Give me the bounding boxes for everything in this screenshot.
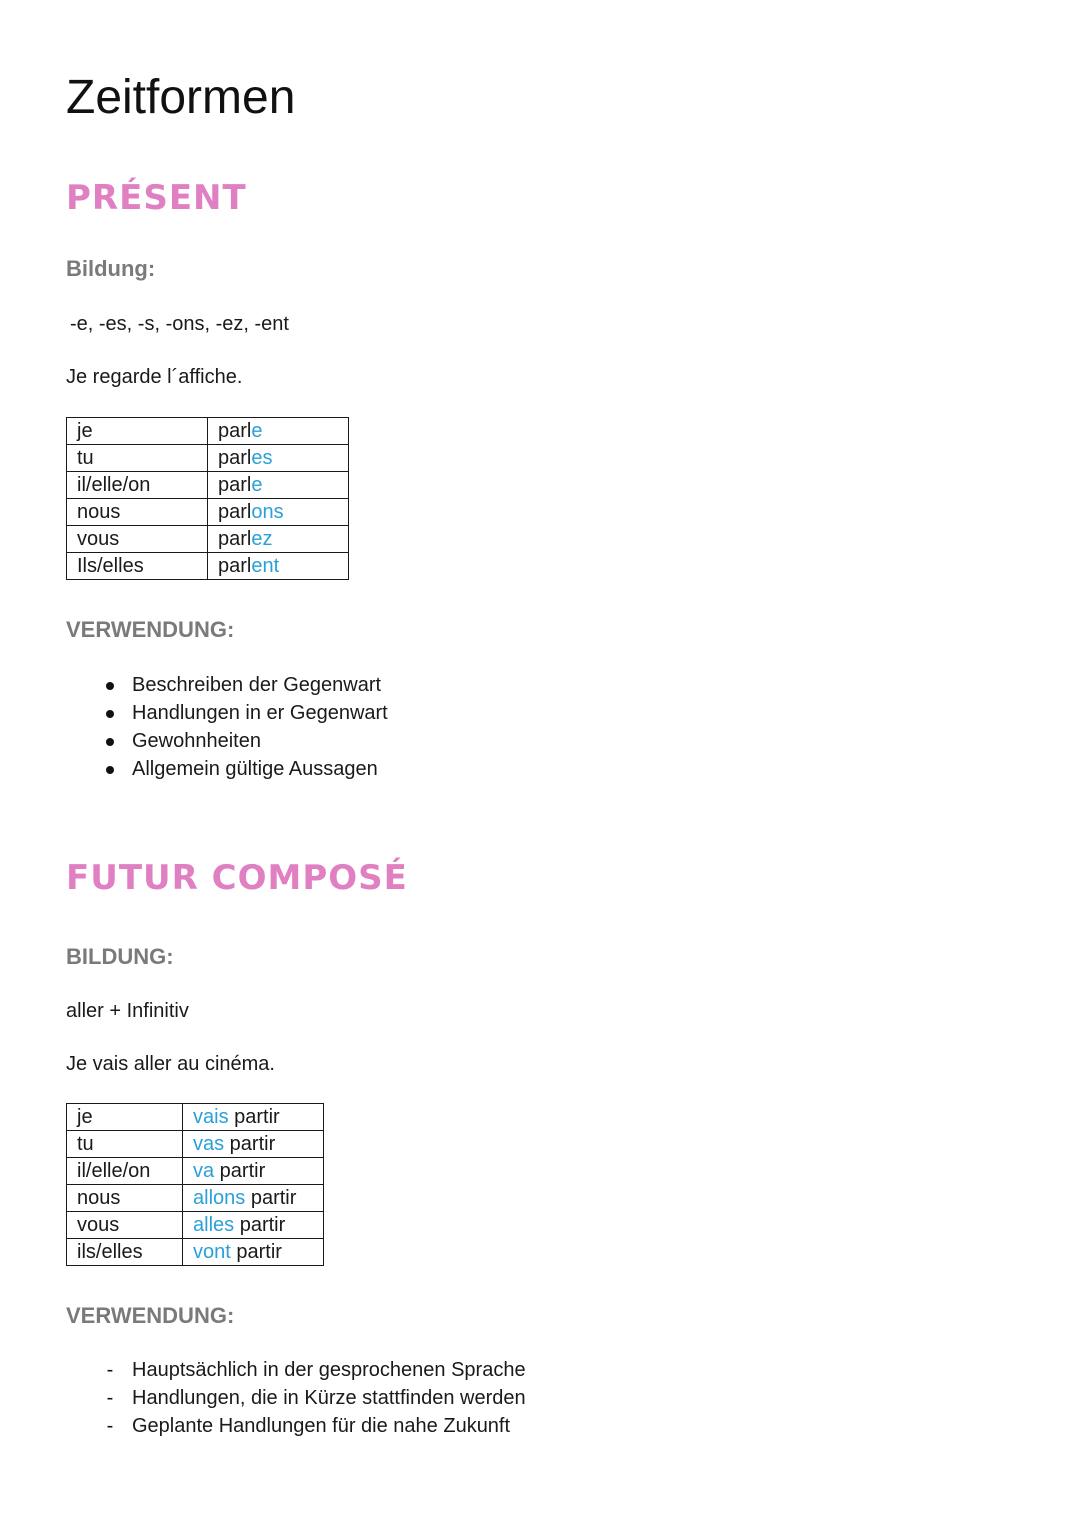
verb-ending: e [251, 420, 263, 442]
table-row [67, 1104, 324, 1131]
infinitive: partir [224, 1133, 276, 1155]
verb-stem: parl [218, 420, 252, 442]
pronoun-cell: vous [67, 526, 208, 553]
table-row [67, 445, 349, 472]
table-row [67, 526, 349, 553]
pronoun-cell: tu [67, 1131, 183, 1158]
table-row [67, 1239, 324, 1266]
verb-form-cell [183, 1131, 324, 1158]
aux-verb: va [193, 1160, 215, 1182]
pronoun-cell: je [67, 1104, 183, 1131]
aux-verb: allons [193, 1187, 246, 1209]
present-uses-list [66, 671, 566, 783]
list-item [66, 699, 566, 727]
present-example: Je regarde l´affiche. [66, 366, 243, 388]
present-bildung-label: Bildung: [66, 256, 156, 281]
list-item [66, 755, 566, 783]
table-row [67, 1131, 324, 1158]
pronoun-cell: il/elle/on [67, 1158, 183, 1185]
futur-formula: aller + Infinitiv [66, 1000, 189, 1022]
bullet-icon [100, 755, 120, 783]
verb-form-cell [208, 526, 349, 553]
list-item [66, 1384, 666, 1412]
pronoun-cell: vous [67, 1212, 183, 1239]
list-item-text: Hauptsächlich in der gesprochenen Sprache [132, 1359, 526, 1381]
verb-form-cell [208, 418, 349, 445]
list-item-text: Handlungen in er Gegenwart [132, 702, 388, 724]
verb-stem: parl [218, 447, 252, 469]
aux-verb: vont [193, 1241, 231, 1263]
table-row [67, 499, 349, 526]
verb-stem: parl [218, 474, 252, 496]
list-item-text: Handlungen, die in Kürze stattfinden werden [132, 1387, 526, 1409]
futur-bildung-label: BILDUNG: [66, 944, 174, 969]
verb-stem: parl [218, 528, 252, 550]
pronoun-cell: Ils/elles [67, 553, 208, 580]
aux-verb: alles [193, 1214, 235, 1236]
verb-ending: ons [251, 501, 284, 523]
present-conjugation-table [66, 417, 349, 580]
verb-ending: es [251, 447, 273, 469]
futur-heading: FUTUR COMPOSÉ [66, 858, 408, 898]
infinitive: partir [228, 1106, 280, 1128]
verb-form-cell [208, 472, 349, 499]
table-row [67, 418, 349, 445]
pronoun-cell: je [67, 418, 208, 445]
list-item-text: Beschreiben der Gegenwart [132, 674, 382, 696]
pronoun-cell: tu [67, 445, 208, 472]
table-row [67, 1185, 324, 1212]
infinitive: partir [245, 1187, 297, 1209]
verb-form-cell [208, 553, 349, 580]
pronoun-cell: nous [67, 1185, 183, 1212]
list-item-text: Geplante Handlungen für die nahe Zukunft [132, 1415, 511, 1437]
list-item [66, 1412, 666, 1440]
table-row [67, 472, 349, 499]
infinitive: partir [214, 1160, 266, 1182]
present-endings: -e, -es, -s, -ons, -ez, -ent [70, 313, 289, 335]
pronoun-cell: ils/elles [67, 1239, 183, 1266]
verb-form-cell [183, 1212, 324, 1239]
futur-uses-list [66, 1356, 666, 1440]
aux-verb: vas [193, 1133, 225, 1155]
verb-form-cell [208, 499, 349, 526]
table-row [67, 1158, 324, 1185]
dash-marker: - [106, 1387, 114, 1409]
verb-form-cell [183, 1239, 324, 1266]
list-item-text: Allgemein gültige Aussagen [132, 758, 378, 780]
document-title: Zeitformen [66, 71, 296, 124]
aux-verb: vais [193, 1106, 229, 1128]
present-heading: PRÉSENT [66, 178, 247, 218]
table-row [67, 1212, 324, 1239]
dash-marker: - [106, 1359, 114, 1381]
futur-conjugation-table [66, 1103, 324, 1266]
present-verwendung-label: VERWENDUNG: [66, 617, 235, 642]
verb-ending: ent [251, 555, 280, 577]
list-item [66, 1356, 666, 1384]
verb-ending: e [251, 474, 263, 496]
bullet-icon [100, 727, 120, 755]
futur-verwendung-label: VERWENDUNG: [66, 1303, 235, 1328]
verb-ending: ez [251, 528, 273, 550]
list-item [66, 671, 566, 699]
bullet-icon [100, 671, 120, 699]
verb-form-cell [183, 1185, 324, 1212]
verb-form-cell [183, 1158, 324, 1185]
pronoun-cell: nous [67, 499, 208, 526]
infinitive: partir [230, 1241, 282, 1263]
verb-form-cell [183, 1104, 324, 1131]
futur-example: Je vais aller au cinéma. [66, 1053, 275, 1075]
pronoun-cell: il/elle/on [67, 472, 208, 499]
dash-marker: - [106, 1415, 114, 1437]
bullet-icon [100, 699, 120, 727]
list-item-text: Gewohnheiten [132, 730, 261, 752]
list-item [66, 727, 566, 755]
verb-stem: parl [218, 501, 252, 523]
verb-stem: parl [218, 555, 252, 577]
table-row [67, 553, 349, 580]
verb-form-cell [208, 445, 349, 472]
infinitive: partir [234, 1214, 286, 1236]
